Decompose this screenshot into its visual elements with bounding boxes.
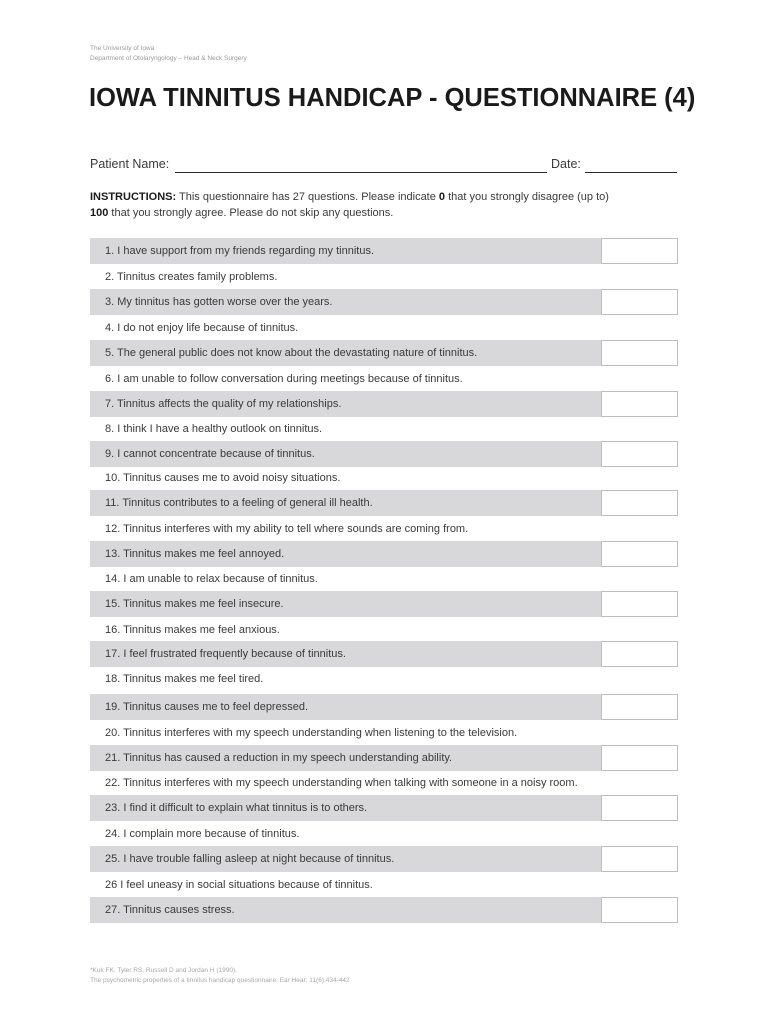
question-text: 5. The general public does not know about the devastating nature of tinnitus. (105, 347, 478, 359)
question-text: 3. My tinnitus has gotten worse over the years. (105, 296, 333, 308)
question-row (90, 745, 678, 771)
score-input-box[interactable] (601, 340, 678, 366)
score-input-box[interactable] (601, 694, 678, 720)
citation-authors: *Kuk FK, Tyler RS, Russell D and Jordan H (1990). (90, 967, 237, 974)
question-text: 13. Tinnitus makes me feel annoyed. (105, 548, 285, 560)
patient-name-label: Patient Name: (90, 157, 170, 171)
question-row (90, 617, 678, 643)
question-text: 4. I do not enjoy life because of tinnitus. (105, 322, 299, 334)
instructions: INSTRUCTIONS: This questionnaire has 27 questions. Please indicate 0 that you strongly disagree (up to) 100 that you strongly agree. Please do not skip any questions. (90, 191, 609, 219)
question-row (90, 566, 678, 592)
patient-name-field[interactable] (175, 172, 547, 173)
question-row (90, 289, 678, 315)
question-text: 19. Tinnitus causes me to feel depressed. (105, 701, 309, 713)
question-row (90, 770, 678, 796)
question-text: 10. Tinnitus causes me to avoid noisy situations. (105, 472, 341, 484)
score-input-box[interactable] (601, 541, 678, 567)
question-row (90, 872, 678, 898)
question-row (90, 591, 678, 617)
score-input-box[interactable] (601, 846, 678, 872)
university-name: The University of Iowa (90, 45, 155, 52)
question-text: 12. Tinnitus interferes with my ability to tell where sounds are coming from. (105, 523, 469, 535)
question-row (90, 490, 678, 516)
scale-min: 0 (438, 191, 446, 203)
question-row (90, 465, 678, 491)
question-text: 15. Tinnitus makes me feel insecure. (105, 598, 284, 610)
question-row (90, 821, 678, 847)
question-row (90, 315, 678, 341)
score-input-box[interactable] (601, 745, 678, 771)
question-text: 2. Tinnitus creates family problems. (105, 271, 278, 283)
question-text: 16. Tinnitus makes me feel anxious. (105, 624, 280, 636)
question-text: 27. Tinnitus causes stress. (105, 904, 235, 916)
question-text: 20. Tinnitus interferes with my speech understanding when listening to the television. (105, 727, 518, 739)
question-row (90, 541, 678, 567)
question-text: 26 I feel uneasy in social situations because of tinnitus. (105, 879, 373, 891)
question-text: 18. Tinnitus makes me feel tired. (105, 673, 264, 685)
question-text: 21. Tinnitus has caused a reduction in my speech understanding ability. (105, 752, 453, 764)
score-input-box[interactable] (601, 641, 678, 667)
score-input-box[interactable] (601, 897, 678, 923)
score-input-box[interactable] (601, 238, 678, 264)
institution-header (90, 44, 247, 64)
department-name: Department of Otolaryngology – Head & Neck Surgery (90, 55, 247, 62)
score-input-box[interactable] (601, 795, 678, 821)
question-text: 24. I complain more because of tinnitus. (105, 828, 300, 840)
question-row (90, 694, 678, 720)
question-row (90, 366, 678, 392)
question-text: 14. I am unable to relax because of tinnitus. (105, 573, 318, 585)
score-input-box[interactable] (601, 441, 678, 467)
score-input-box[interactable] (601, 490, 678, 516)
date-field[interactable] (585, 172, 677, 173)
scale-max: 100 (90, 207, 109, 219)
question-row (90, 846, 678, 872)
question-row (90, 795, 678, 821)
question-text: 1. I have support from my friends regarding my tinnitus. (105, 245, 375, 257)
score-input-box[interactable] (601, 289, 678, 315)
question-row (90, 238, 678, 264)
score-input-box[interactable] (601, 591, 678, 617)
instructions-label: INSTRUCTIONS: (90, 191, 177, 203)
question-text: 8. I think I have a healthy outlook on tinnitus. (105, 423, 323, 435)
question-text: 23. I find it difficult to explain what tinnitus is to others. (105, 802, 368, 814)
question-text: 6. I am unable to follow conversation during meetings because of tinnitus. (105, 373, 463, 385)
question-text: 7. Tinnitus affects the quality of my relationships. (105, 398, 342, 410)
page-title: IOWA TINNITUS HANDICAP - QUESTIONNAIRE (4) (89, 84, 696, 112)
question-row (90, 641, 678, 667)
question-text: 11. Tinnitus contributes to a feeling of general ill health. (105, 497, 373, 509)
question-row (90, 441, 678, 467)
question-row (90, 720, 678, 746)
question-row (90, 340, 678, 366)
date-label: Date: (551, 157, 581, 171)
question-row (90, 264, 678, 290)
question-text: 22. Tinnitus interferes with my speech understanding when talking with someone in a noisy room. (105, 777, 578, 789)
citation-footer (90, 966, 350, 986)
question-text: 25. I have trouble falling asleep at night because of tinnitus. (105, 853, 395, 865)
question-row (90, 391, 678, 417)
question-row (90, 516, 678, 542)
citation-title: The psychometric properties of a tinnitus handicap questionnaire. Ear Hear; 11(6):434-442 (90, 977, 350, 984)
question-text: 9. I cannot concentrate because of tinnitus. (105, 448, 315, 460)
question-row (90, 897, 678, 923)
question-row (90, 666, 678, 692)
question-row (90, 416, 678, 442)
score-input-box[interactable] (601, 391, 678, 417)
question-text: 17. I feel frustrated frequently because of tinnitus. (105, 648, 346, 660)
